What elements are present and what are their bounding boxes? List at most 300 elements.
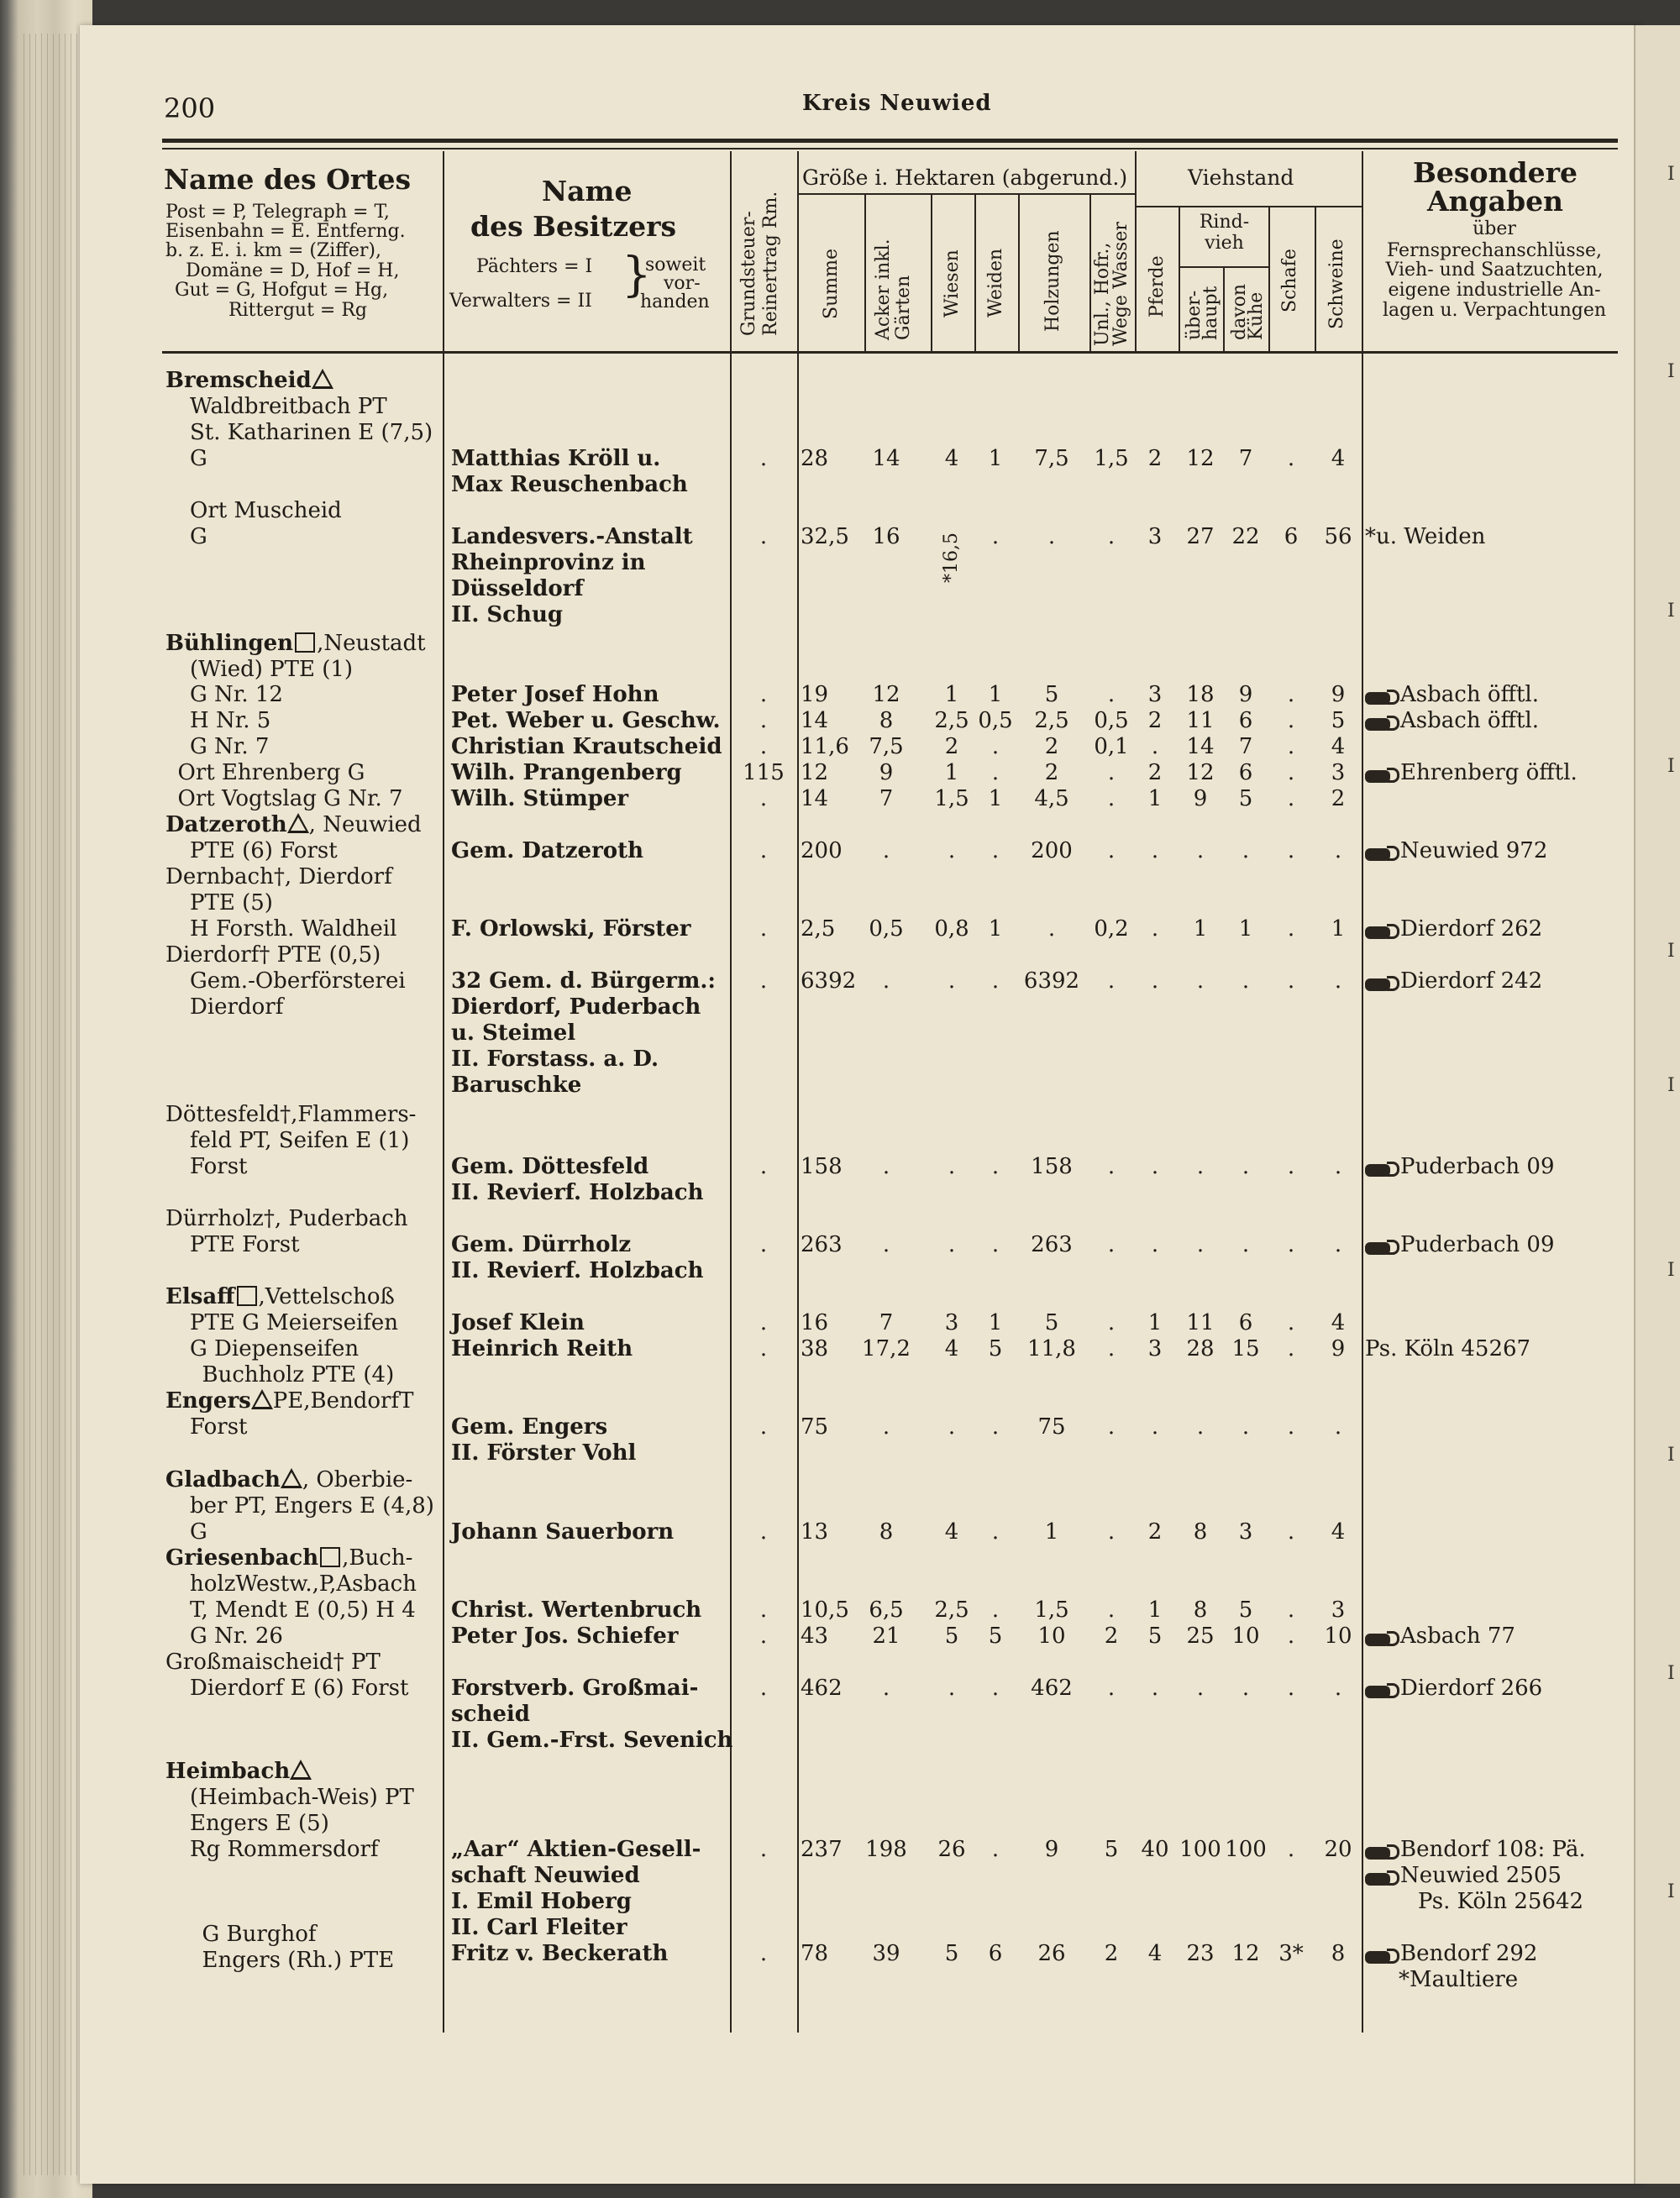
table-cell: . <box>1107 786 1116 811</box>
table-cell: . <box>882 1414 890 1440</box>
table-cell: 18 <box>1186 682 1215 707</box>
table-cell: 3 <box>1331 1597 1346 1623</box>
table-cell: . <box>948 1414 956 1440</box>
table-cell: . <box>1334 838 1342 863</box>
table-cell: 6,5 <box>869 1597 904 1623</box>
besitzer-line: Christ. Wertenbruch <box>451 1597 702 1623</box>
table-cell: . <box>1287 734 1295 759</box>
besitzer-line: I. Emil Hoberg <box>451 1889 632 1914</box>
ort-line: (Wied) PTE (1) <box>190 657 354 682</box>
ort-line: G <box>190 524 207 549</box>
ort-line: ber PT, Engers E (4,8) <box>190 1493 434 1519</box>
table-cell: 78 <box>801 1941 829 1966</box>
header-rindvieh: Rind-vieh <box>1199 212 1250 254</box>
table-cell: 0,5 <box>1094 708 1129 733</box>
header-besondere: Besondere <box>1413 156 1578 189</box>
besitzer-line: Gem. Dürrholz <box>451 1232 632 1257</box>
ort-line: PTE (5) <box>190 890 273 915</box>
table-cell: . <box>882 1154 890 1179</box>
table-cell: 12 <box>872 682 900 707</box>
besondere-sub-line: eigene industrielle An- <box>1388 280 1601 301</box>
header-reinertrag: Reinertrag Rm. <box>760 191 781 336</box>
table-cell: . <box>882 1676 890 1701</box>
table-cell: . <box>1196 1676 1205 1701</box>
facing-page-mark: I <box>1667 1881 1675 1902</box>
besitzer-line: 32 Gem. d. Bürgerm.: <box>451 968 717 994</box>
table-cell: . <box>1107 1336 1116 1361</box>
besitzer-line: Landesvers.-Anstalt <box>451 524 693 549</box>
besitzer-line: schaft Neuwied <box>451 1863 640 1888</box>
table-cell: . <box>882 968 890 994</box>
facing-page-mark: I <box>1667 1260 1675 1281</box>
besitzer-line: Baruschke <box>451 1073 582 1098</box>
facing-page-mark: I <box>1667 361 1675 382</box>
table-cell: . <box>1151 734 1159 759</box>
table-cell: 6 <box>1238 708 1253 733</box>
table-cell: 2 <box>1147 760 1163 785</box>
table-cell: 28 <box>1186 1336 1215 1361</box>
ort-line: Engers (Rh.) PTE <box>202 1948 395 1973</box>
besitzer-line: F. Orlowski, Förster <box>451 916 691 942</box>
table-cell: 1,5 <box>1094 446 1129 471</box>
table-cell: 2,5 <box>934 708 969 733</box>
triangle-symbol-icon <box>251 1389 273 1409</box>
table-cell: 21 <box>872 1624 900 1649</box>
table-cell: 1 <box>988 446 1003 471</box>
besondere-note: Dierdorf 262 <box>1365 916 1542 942</box>
table-cell: . <box>1287 1519 1295 1545</box>
table-cell: 200 <box>1031 838 1073 863</box>
ort-line: Ort Muscheid <box>190 498 342 523</box>
besondere-note: Asbach 77 <box>1365 1624 1515 1649</box>
table-cell: . <box>759 1941 768 1966</box>
table-cell: . <box>948 838 956 863</box>
table-cell: 237 <box>801 1837 843 1862</box>
besondere-note: Asbach öfftl. <box>1365 682 1539 707</box>
table-cell: . <box>759 1519 768 1545</box>
ort-line: Gladbach , Oberbie- <box>165 1467 413 1492</box>
table-cell: 3 <box>1147 524 1163 549</box>
table-cell: 5 <box>1147 1624 1163 1649</box>
table-cell: . <box>759 916 768 942</box>
table-cell: . <box>1151 1414 1159 1440</box>
table-cell: . <box>1242 968 1250 994</box>
besitzer-line: II. Revierf. Holzbach <box>451 1258 704 1283</box>
besitzer-line: II. Forstass. a. D. <box>451 1047 659 1072</box>
ort-line: Bremscheid <box>165 368 333 393</box>
table-cell: 1 <box>1147 1597 1163 1623</box>
besitzer-line: Gem. Datzeroth <box>451 838 644 863</box>
besondere-note: Bendorf 108: Pä. <box>1365 1837 1586 1862</box>
table-cell: 4 <box>1331 1519 1346 1545</box>
header-unland: Unl., Hofr., Wege Wasser <box>1092 222 1131 346</box>
table-cell: 27 <box>1186 524 1215 549</box>
ort-line: Ort Ehrenberg G <box>177 760 365 785</box>
table-cell: 4,5 <box>1034 786 1069 811</box>
table-cell: 17,2 <box>862 1336 911 1361</box>
table-cell: 1,5 <box>1034 1597 1069 1623</box>
besondere-note: Ehrenberg öfftl. <box>1365 760 1578 785</box>
table-cell: 16 <box>801 1310 829 1335</box>
table-cell: 12 <box>1186 446 1215 471</box>
telephone-icon <box>1365 845 1399 858</box>
facing-page-mark: I <box>1667 1663 1675 1684</box>
table-cell: 10 <box>1231 1624 1260 1649</box>
ort-line: Rg Rommersdorf <box>190 1837 379 1862</box>
table-cell: 3 <box>1147 1336 1163 1361</box>
table-cell: . <box>1287 1154 1295 1179</box>
ort-line: PTE G Meierseifen <box>190 1310 399 1335</box>
table-cell: . <box>1242 1232 1250 1257</box>
ort-line: G Burghof <box>202 1922 317 1947</box>
besitzer-line: Heinrich Reith <box>451 1336 633 1361</box>
ort-line: Engers E (5) <box>190 1811 329 1836</box>
header-soweit: soweit <box>645 254 706 275</box>
table-cell: 32,5 <box>801 524 849 549</box>
table-cell: 5 <box>1238 786 1253 811</box>
table-cell: . <box>1287 1310 1295 1335</box>
ort-line: Bühlingen ,Neustadt <box>165 631 426 656</box>
table-cell: . <box>759 1624 768 1649</box>
besondere-note: Neuwied 2505 <box>1365 1863 1562 1888</box>
table-cell: 4 <box>944 1336 959 1361</box>
header-besitzer-title: Name <box>542 175 633 207</box>
table-cell: . <box>759 734 768 759</box>
table-cell: 38 <box>801 1336 829 1361</box>
table-cell: 11,6 <box>801 734 849 759</box>
table-cell: . <box>1287 760 1295 785</box>
ort-line: Ort Vogtslag G Nr. 7 <box>177 786 403 811</box>
besitzer-line: scheid <box>451 1702 530 1727</box>
table-cell: 7 <box>1238 734 1253 759</box>
telephone-icon <box>1365 1682 1399 1696</box>
ort-line: G Diepenseifen <box>190 1336 360 1361</box>
telephone-icon <box>1365 923 1399 936</box>
ort-line: Gem.-Oberförsterei <box>190 968 406 994</box>
table-cell: 9 <box>1044 1837 1059 1862</box>
table-cell: 56 <box>1324 524 1352 549</box>
ort-line: G Nr. 12 <box>190 682 283 707</box>
table-cell: 9 <box>1238 682 1253 707</box>
table-cell: . <box>1196 1232 1205 1257</box>
table-cell: . <box>1107 968 1116 994</box>
table-cell: . <box>1107 1154 1116 1179</box>
table-cell: . <box>1242 1676 1250 1701</box>
table-cell: . <box>1107 1676 1116 1701</box>
table-cell: 0,5 <box>869 916 904 942</box>
table-cell: 3 <box>1331 760 1346 785</box>
ort-line: Griesenbach ,Buch- <box>165 1545 413 1571</box>
besondere-sub-line: Fernsprechanschlüsse, <box>1386 240 1603 261</box>
table-cell: 28 <box>801 446 829 471</box>
besondere-note: *Maultiere <box>1399 1967 1519 1992</box>
table-cell: 3 <box>1147 682 1163 707</box>
table-cell: . <box>759 1154 768 1179</box>
telephone-icon <box>1365 689 1399 702</box>
table-cell: 12 <box>801 760 829 785</box>
table-cell: 1 <box>944 760 959 785</box>
telephone-icon <box>1365 975 1399 989</box>
besitzer-line: Dierdorf, Puderbach <box>451 994 701 1020</box>
ort-line: Forst <box>190 1154 248 1179</box>
table-cell: . <box>759 1414 768 1440</box>
table-cell: . <box>1334 1232 1342 1257</box>
besitzer-line: Gem. Engers <box>451 1414 608 1440</box>
table-cell: 5 <box>1044 682 1059 707</box>
table-cell: . <box>1047 916 1056 942</box>
table-cell: 6 <box>1284 524 1299 549</box>
table-cell: 40 <box>1141 1837 1169 1862</box>
telephone-icon <box>1365 1870 1399 1883</box>
square-symbol-icon <box>320 1547 340 1567</box>
table-cell: 5 <box>1238 1597 1253 1623</box>
table-cell: . <box>759 446 768 471</box>
besitzer-line: Christian Krautscheid <box>451 734 722 759</box>
besitzer-line: Johann Sauerborn <box>451 1519 675 1545</box>
table-cell: 198 <box>865 1837 907 1862</box>
table-cell: 75 <box>801 1414 829 1440</box>
besitzer-line: II. Gem.-Frst. Sevenich <box>451 1728 733 1753</box>
table-cell: 7,5 <box>869 734 904 759</box>
table-cell: 0,5 <box>978 708 1013 733</box>
table-cell: 3 <box>1238 1519 1253 1545</box>
ort-legend-line: Rittergut = Rg <box>228 300 367 321</box>
telephone-icon <box>1365 1844 1399 1857</box>
table-cell: 6392 <box>801 968 857 994</box>
table-cell: . <box>1151 1232 1159 1257</box>
table-cell: 263 <box>801 1232 843 1257</box>
ort-line: H Forsth. Waldheil <box>190 916 397 942</box>
table-cell: 19 <box>801 682 829 707</box>
table-cell: 1 <box>988 682 1003 707</box>
ort-legend-line: Eisenbahn = E. Entferng. <box>165 221 406 242</box>
table-cell: 10 <box>1037 1624 1066 1649</box>
besondere-note: Bendorf 292 <box>1365 1941 1537 1966</box>
besitzer-line: Peter Josef Hohn <box>451 682 659 707</box>
header-kuehe: davon Kühe <box>1229 283 1267 340</box>
table-cell: 4 <box>1147 1941 1163 1966</box>
header-wiesen: Wiesen <box>942 249 963 317</box>
table-cell: . <box>948 1232 956 1257</box>
table-cell: . <box>991 734 1000 759</box>
header-bottom-rule <box>162 351 1618 354</box>
table-cell: 1 <box>988 1310 1003 1335</box>
table-cell: 2,5 <box>801 916 836 942</box>
header-ueberhaupt: über-haupt <box>1184 286 1221 340</box>
table-cell: . <box>759 1676 768 1701</box>
triangle-symbol-icon <box>287 813 309 833</box>
ort-line: Datzeroth , Neuwied <box>165 812 422 837</box>
telephone-icon <box>1365 1239 1399 1252</box>
besitzer-line: Düsseldorf <box>451 576 584 601</box>
table-cell: 26 <box>1037 1941 1066 1966</box>
table-cell: 14 <box>1186 734 1215 759</box>
table-cell: 4 <box>1331 446 1346 471</box>
table-cell: 14 <box>872 446 900 471</box>
table-cell: 1 <box>1147 786 1163 811</box>
table-cell: . <box>759 968 768 994</box>
table-cell: 200 <box>801 838 843 863</box>
ort-line: (Heimbach-Weis) PT <box>190 1785 414 1810</box>
page-number: 200 <box>164 92 216 124</box>
table-cell: 2 <box>1104 1941 1119 1966</box>
table-cell: . <box>1287 708 1295 733</box>
table-cell: . <box>1196 838 1205 863</box>
top-rule <box>162 139 1618 143</box>
header-weiden: Weiden <box>985 248 1006 317</box>
table-cell: 3 <box>944 1310 959 1335</box>
table-cell: 4 <box>1331 734 1346 759</box>
table-cell: . <box>1287 1837 1295 1862</box>
table-cell: . <box>1107 1597 1116 1623</box>
ort-line: St. Katharinen E (7,5) <box>190 420 433 445</box>
table-cell: . <box>759 838 768 863</box>
running-title: Kreis Neuwied <box>802 91 992 116</box>
table-cell: 4 <box>1331 1310 1346 1335</box>
table-cell: . <box>759 786 768 811</box>
table-cell: . <box>1107 760 1116 785</box>
table-cell: . <box>1047 524 1056 549</box>
header-groesse-group: Größe i. Hektaren (abgerund.) <box>802 165 1128 190</box>
ort-line: G Nr. 7 <box>190 734 270 759</box>
table-cell: . <box>1242 1154 1250 1179</box>
besitzer-line: II. Förster Vohl <box>451 1440 637 1466</box>
table-cell: . <box>1287 916 1295 942</box>
facing-page-edge <box>1634 25 1680 2184</box>
header-schweine: Schweine <box>1326 239 1347 329</box>
table-cell: 2 <box>1147 708 1163 733</box>
ort-line: Dernbach†, Dierdorf <box>165 864 392 889</box>
table-cell: 8 <box>1193 1519 1208 1545</box>
ort-legend-line: b. z. E. i. km = (Ziffer), <box>165 240 381 261</box>
facing-page-mark: I <box>1667 601 1675 622</box>
ort-legend-line: Post = P, Telegraph = T, <box>165 202 390 223</box>
table-cell: 9 <box>1331 1336 1346 1361</box>
table-cell: 26 <box>937 1837 966 1862</box>
table-cell: 1 <box>1193 916 1208 942</box>
table-cell: 5 <box>988 1624 1003 1649</box>
square-symbol-icon <box>237 1286 257 1306</box>
table-cell: 10,5 <box>801 1597 849 1623</box>
table-cell: 20 <box>1324 1837 1352 1862</box>
table-cell: 2 <box>1044 734 1059 759</box>
table-cell: 2 <box>1331 786 1346 811</box>
table-cell: . <box>991 968 1000 994</box>
table-cell: . <box>1151 968 1159 994</box>
table-cell: 2 <box>1147 446 1163 471</box>
table-cell: . <box>991 1232 1000 1257</box>
table-cell: 0,1 <box>1094 734 1129 759</box>
ort-line: Dierdorf† PTE (0,5) <box>165 942 381 968</box>
square-symbol-icon <box>295 632 315 653</box>
facing-page-mark: I <box>1667 756 1675 777</box>
table-cell: . <box>1151 1154 1159 1179</box>
ort-line: Forst <box>190 1414 248 1440</box>
besitzer-line: Wilh. Stümper <box>451 786 629 811</box>
ort-line: G Nr. 26 <box>190 1624 283 1649</box>
table-cell: 1 <box>1238 916 1253 942</box>
ort-line: Dierdorf <box>190 994 284 1020</box>
header-verwalter: Verwalters = II <box>449 291 592 312</box>
header-summe: Summe <box>821 249 842 319</box>
header-grundsteuer: Grundsteuer- <box>738 211 759 336</box>
header-handen: handen <box>640 291 710 312</box>
table-cell: . <box>1334 1414 1342 1440</box>
table-cell: 13 <box>801 1519 829 1545</box>
table-cell: 4 <box>944 1519 959 1545</box>
table-cell: 100 <box>1225 1837 1267 1862</box>
table-cell: . <box>1287 1232 1295 1257</box>
table-cell: 462 <box>1031 1676 1073 1701</box>
table-cell: . <box>1287 1624 1295 1649</box>
besitzer-line: Rheinprovinz in <box>451 550 646 575</box>
table-cell: 2 <box>1044 760 1059 785</box>
table-cell: . <box>759 1336 768 1361</box>
table-cell: . <box>948 1154 956 1179</box>
table-cell: . <box>1287 1676 1295 1701</box>
table-cell: 14 <box>801 708 829 733</box>
besondere-note: *u. Weiden <box>1365 524 1486 549</box>
table-cell: 3* <box>1278 1941 1304 1966</box>
table-cell: 11,8 <box>1027 1336 1076 1361</box>
table-cell: 8 <box>1193 1597 1208 1623</box>
besondere-note: Ps. Köln 45267 <box>1365 1336 1531 1361</box>
table-cell: 11 <box>1186 708 1215 733</box>
table-cell: . <box>1334 1154 1342 1179</box>
ort-line: G <box>190 1519 207 1545</box>
besondere-note: Puderbach 09 <box>1365 1154 1555 1179</box>
table-cell: 0,8 <box>934 916 969 942</box>
table-cell: 5 <box>944 1941 959 1966</box>
table-cell: 23 <box>1186 1941 1215 1966</box>
table-cell: 7 <box>879 1310 894 1335</box>
facing-page-mark: I <box>1667 1445 1675 1466</box>
table-cell: 2,5 <box>1034 708 1069 733</box>
header-vieh-group: Viehstand <box>1188 165 1294 190</box>
table-cell: . <box>1287 446 1295 471</box>
table-cell: 43 <box>801 1624 829 1649</box>
table-cell: . <box>882 1232 890 1257</box>
besondere-note: Dierdorf 242 <box>1365 968 1542 994</box>
besondere-sub-line: Vieh- und Saatzuchten, <box>1385 260 1604 281</box>
table-cell: . <box>1287 682 1295 707</box>
ort-line: Döttesfeld†,Flammers- <box>165 1102 417 1127</box>
table-cell: 6 <box>988 1941 1003 1966</box>
besitzer-line: Max Reuschenbach <box>451 472 688 497</box>
table-cell: . <box>1107 682 1116 707</box>
besitzer-line: II. Schug <box>451 602 564 627</box>
ort-line: PTE Forst <box>190 1232 300 1257</box>
ort-legend-line: Gut = G, Hofgut = Hg, <box>175 280 389 301</box>
table-cell: . <box>991 760 1000 785</box>
table-cell: 14 <box>801 786 829 811</box>
table-cell: . <box>1287 1597 1295 1623</box>
table-cell: . <box>1151 838 1159 863</box>
table-cell: 7,5 <box>1034 446 1069 471</box>
telephone-icon <box>1365 1948 1399 1961</box>
table-cell: 9 <box>1193 786 1208 811</box>
table-cell: 10 <box>1324 1624 1352 1649</box>
ort-line: Engers PE,BendorfT <box>165 1388 414 1414</box>
table-cell: . <box>1107 1310 1116 1335</box>
ort-line: Dürrholz†, Puderbach <box>165 1206 408 1231</box>
table-cell: . <box>1287 1336 1295 1361</box>
table-cell: 6 <box>1238 1310 1253 1335</box>
telephone-icon <box>1365 1161 1399 1174</box>
table-cell: 25 <box>1186 1624 1215 1649</box>
table-cell: 263 <box>1031 1232 1073 1257</box>
ort-legend-line: Domäne = D, Hof = H, <box>186 260 400 281</box>
